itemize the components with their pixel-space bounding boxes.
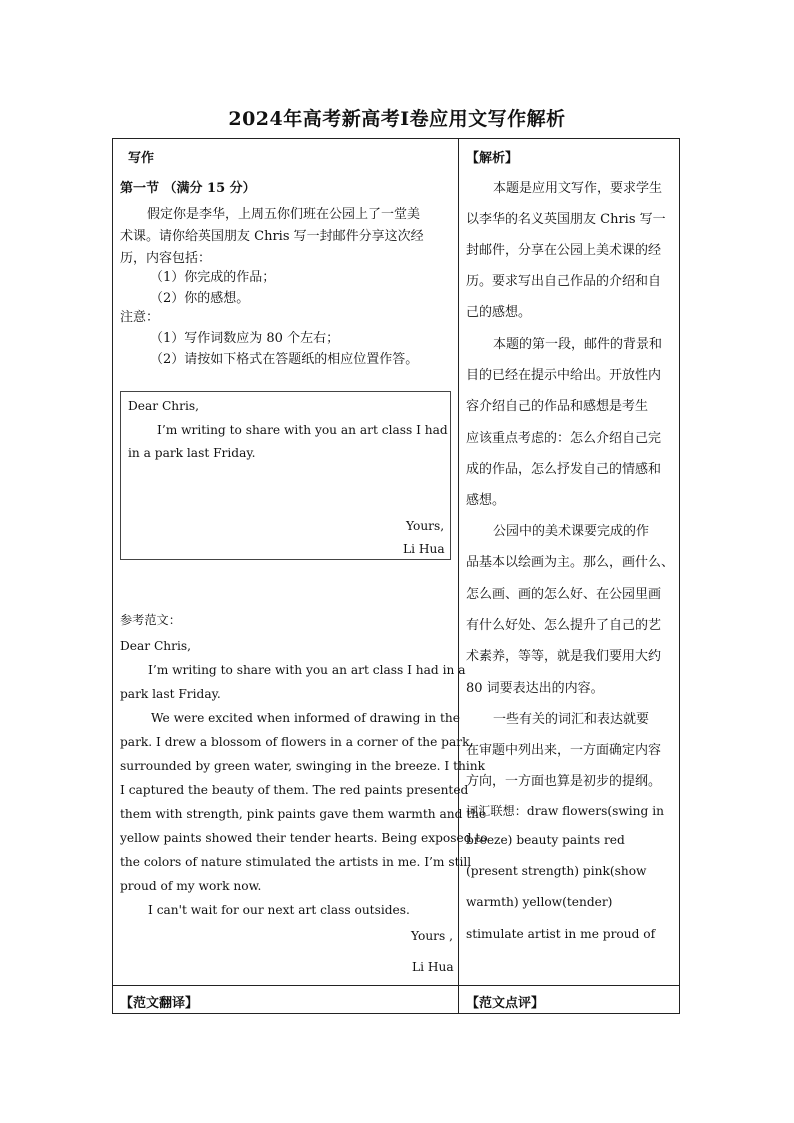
prompt-line: 假定你是李华，上周五你们班在公园上了一堂美 bbox=[147, 207, 421, 222]
sample-label: 参考范文： bbox=[120, 613, 181, 627]
notes-heading: 注意： bbox=[120, 310, 160, 325]
analysis-line: 词汇联想：draw flowers(swing in bbox=[466, 804, 664, 818]
analysis-line: (present strength) pink(show bbox=[466, 864, 647, 878]
analysis-line: stimulate artist in me proud of bbox=[466, 927, 656, 941]
footer-divider bbox=[112, 985, 680, 986]
translation-label: 【范文翻译】 bbox=[120, 996, 199, 1011]
box-line: in a park last Friday. bbox=[128, 446, 256, 460]
prompt-line: 历，内容包括： bbox=[120, 251, 212, 266]
analysis-line: 方向，一方面也算是初步的提纲。 bbox=[466, 774, 662, 789]
sample-line: We were excited when informed of drawing in the bbox=[151, 711, 460, 725]
analysis-line: 本题的第一段，邮件的背景和 bbox=[493, 337, 663, 352]
sample-salutation: Dear Chris, bbox=[120, 639, 191, 653]
analysis-line: 感想。 bbox=[466, 493, 506, 508]
note-line: （1）写作词数应为 80 个左右； bbox=[150, 331, 340, 346]
analysis-line: 封邮件，分享在公园上美术课的经 bbox=[466, 243, 662, 258]
sample-line: park. I drew a blossom of flowers in a corner of the park, bbox=[120, 735, 474, 749]
column-divider bbox=[458, 138, 459, 1014]
sample-closing: Yours , bbox=[411, 929, 454, 943]
analysis-line: 以李华的名义英国朋友 Chris 写一 bbox=[466, 212, 666, 227]
box-closing: Yours, bbox=[406, 519, 445, 533]
analysis-line: 公园中的美术课要完成的作 bbox=[493, 524, 650, 539]
sample-line: surrounded by green water, swinging in the breeze. I think bbox=[120, 759, 485, 773]
part-heading: 第一节 （满分 15 分） bbox=[120, 181, 256, 196]
prompt-line: 术课。请你给英国朋友 Chris 写一封邮件分享这次经 bbox=[120, 229, 424, 244]
analysis-line: 80 词要表达出的内容。 bbox=[466, 681, 604, 696]
sample-line: I’m writing to share with you an art class I had in a bbox=[148, 663, 466, 677]
analysis-line: 目的已经在提示中给出。开放性内 bbox=[466, 368, 662, 383]
sample-line: park last Friday. bbox=[120, 687, 221, 701]
analysis-line: 品基本以绘画为主。那么，画什么、 bbox=[466, 555, 675, 570]
sample-signature: Li Hua bbox=[412, 960, 454, 974]
analysis-line: 怎么画、画的怎么好、在公园里画 bbox=[466, 587, 662, 602]
analysis-line: 有什么好处、怎么提升了自己的艺 bbox=[466, 618, 662, 633]
box-signature: Li Hua bbox=[403, 542, 445, 556]
sample-line: proud of my work now. bbox=[120, 879, 262, 893]
analysis-heading: 【解析】 bbox=[466, 151, 519, 166]
analysis-line: 己的感想。 bbox=[466, 305, 532, 320]
analysis-line: breeze) beauty paints red bbox=[466, 833, 625, 847]
review-label: 【范文点评】 bbox=[466, 996, 545, 1011]
prompt-line: （1）你完成的作品； bbox=[150, 270, 276, 285]
analysis-line: 术素养，等等，就是我们要用大约 bbox=[466, 649, 662, 664]
analysis-line: 历。要求写出自己作品的介绍和自 bbox=[466, 274, 662, 289]
analysis-line: warmth) yellow(tender) bbox=[466, 895, 613, 909]
sample-line: I captured the beauty of them. The red paints presented bbox=[120, 783, 469, 797]
analysis-line: 成的作品，怎么抒发自己的情感和 bbox=[466, 462, 662, 477]
section-heading: 写作 bbox=[128, 151, 155, 166]
sample-line: yellow paints showed their tender hearts. Being exposed to bbox=[120, 831, 488, 845]
box-line: I’m writing to share with you an art class I had bbox=[157, 423, 448, 437]
analysis-line: 本题是应用文写作，要求学生 bbox=[493, 181, 663, 196]
analysis-line: 容介绍自己的作品和感想是考生 bbox=[466, 399, 649, 414]
analysis-line: 在审题中列出来，一方面确定内容 bbox=[466, 743, 662, 758]
box-salutation: Dear Chris, bbox=[128, 399, 199, 413]
sample-line: I can't wait for our next art class outsides. bbox=[148, 903, 410, 917]
sample-line: them with strength, pink paints gave them warmth and the bbox=[120, 807, 487, 821]
prompt-line: （2）你的感想。 bbox=[150, 291, 250, 306]
note-line: （2）请按如下格式在答题纸的相应位置作答。 bbox=[150, 352, 419, 367]
sample-line: the colors of nature stimulated the artists in me. I’m still bbox=[120, 855, 472, 869]
analysis-line: 一些有关的词汇和表达就要 bbox=[493, 712, 650, 727]
answer-format-box bbox=[120, 391, 451, 560]
analysis-line: 应该重点考虑的：怎么介绍自己完 bbox=[466, 431, 662, 446]
page-title: 2024年高考新高考Ⅰ卷应用文写作解析 bbox=[228, 108, 566, 130]
